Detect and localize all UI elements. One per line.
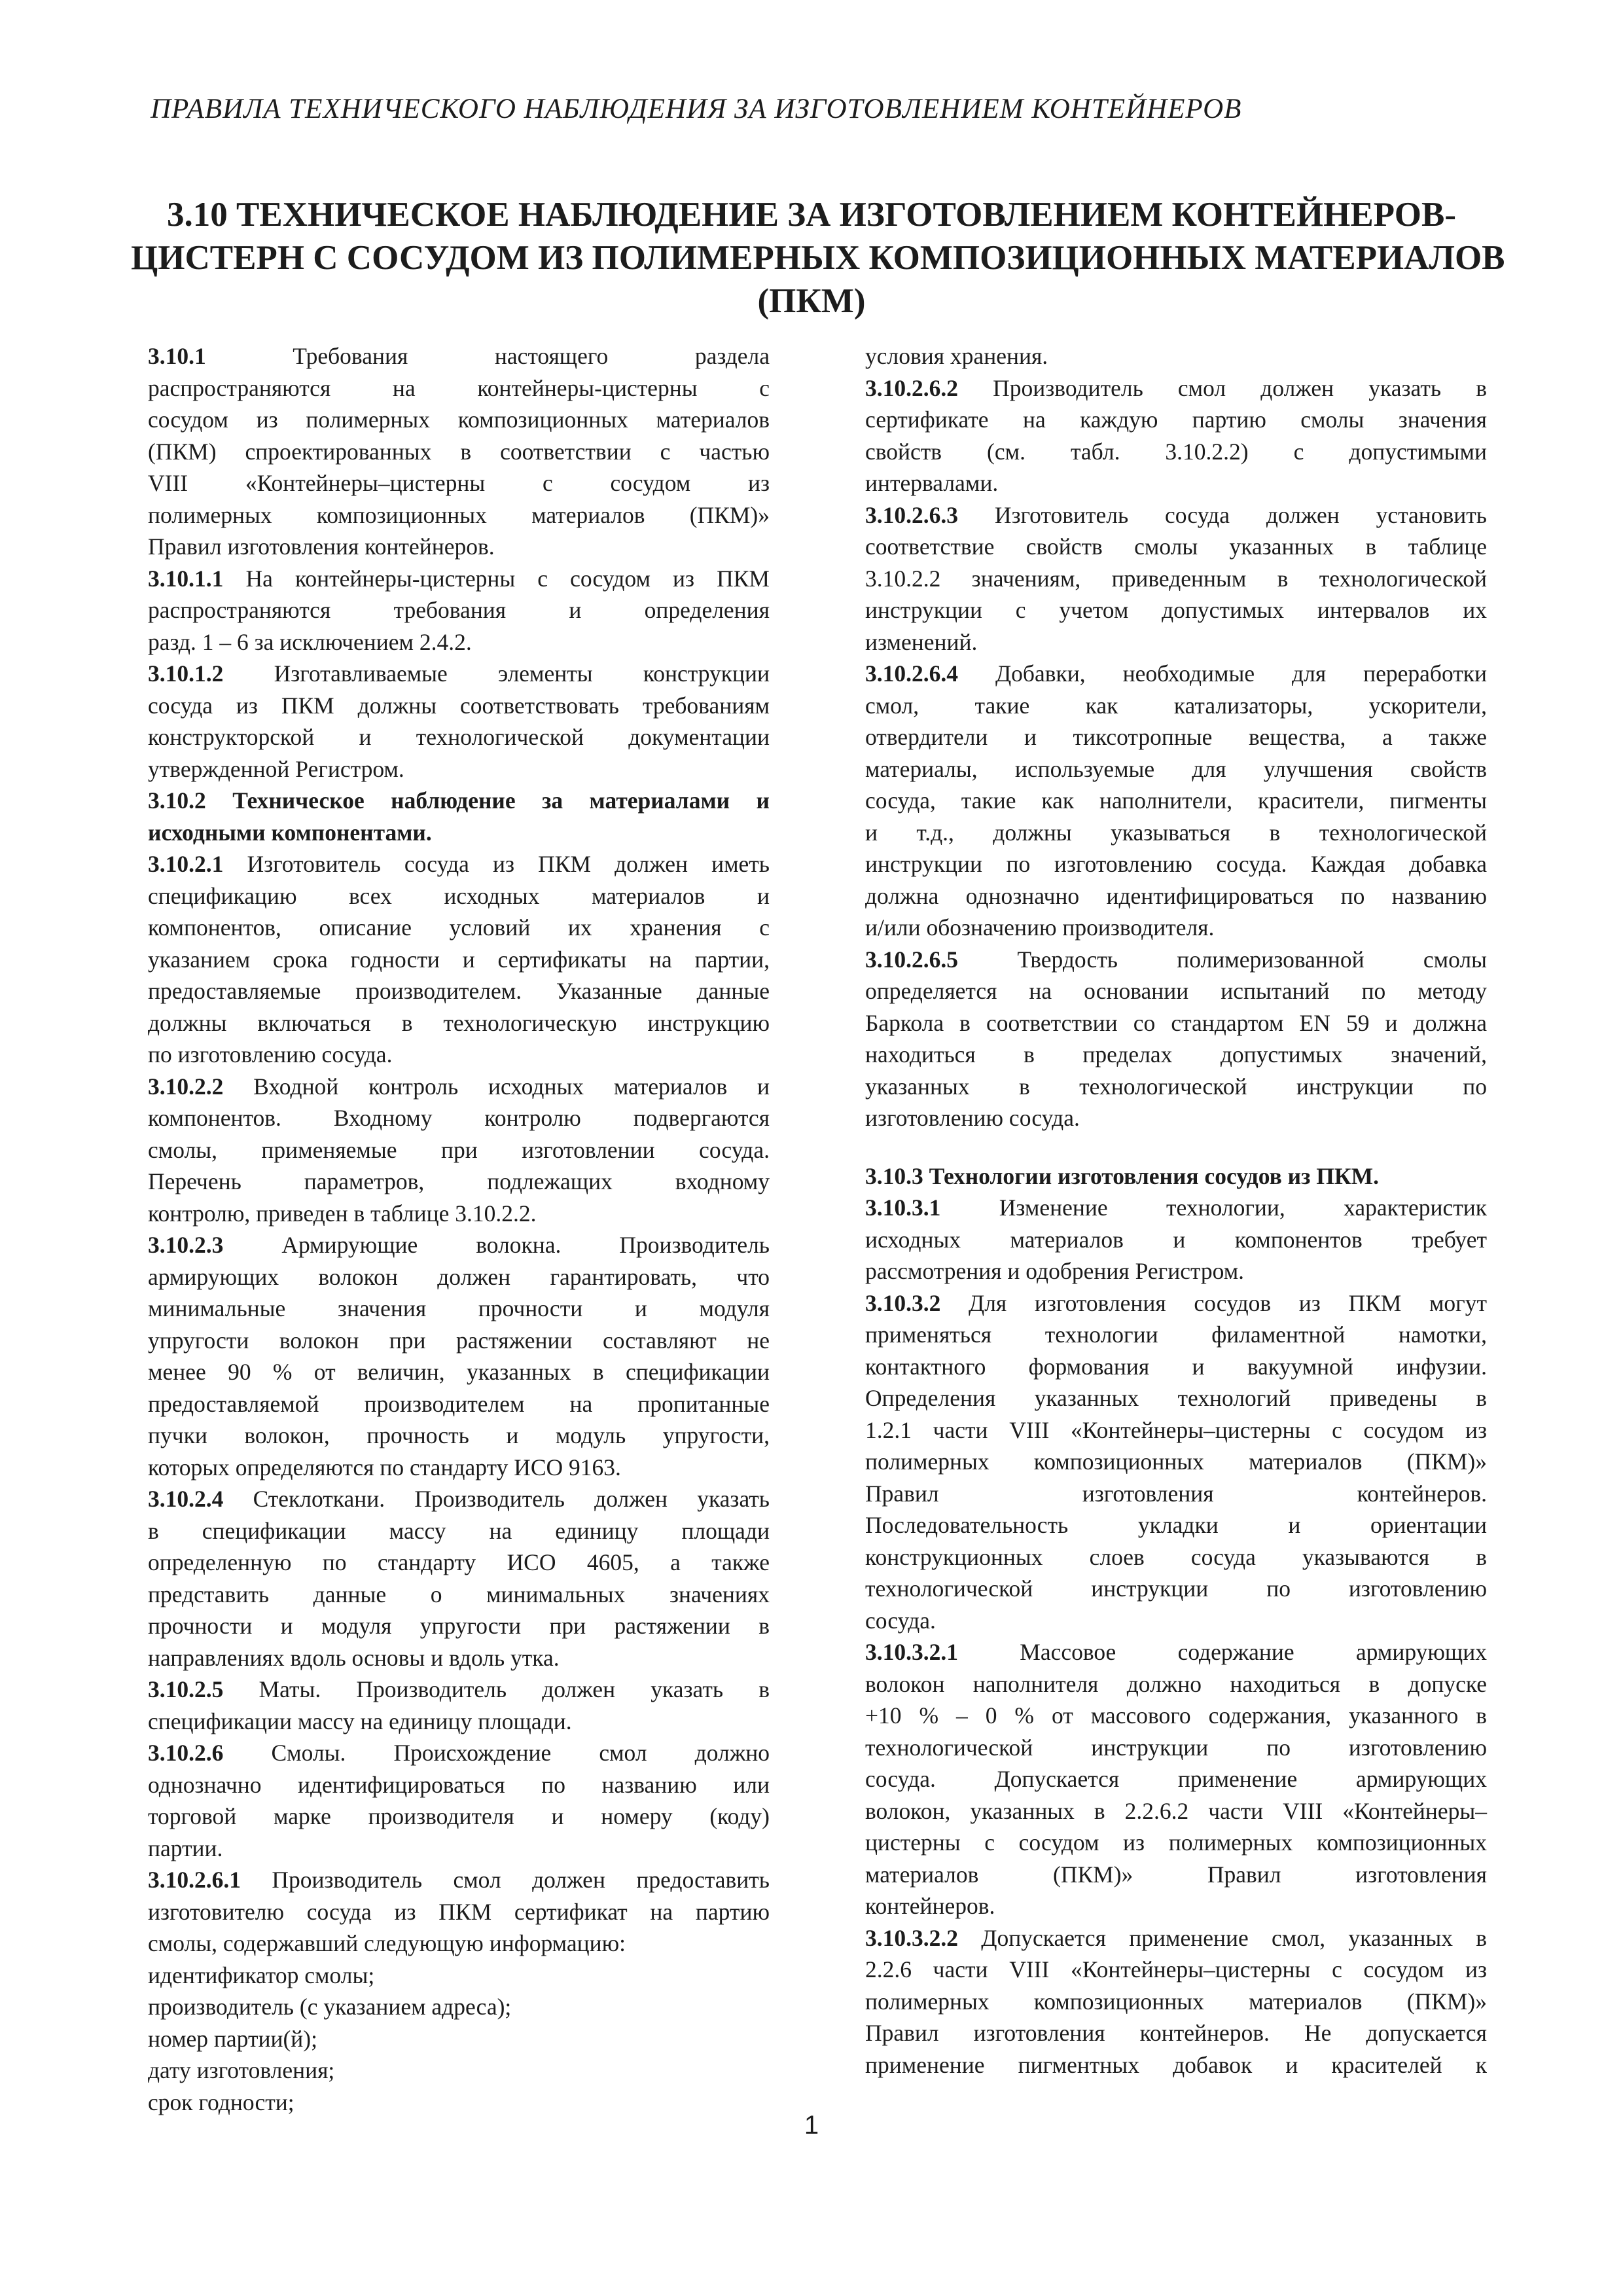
text-line bbox=[148, 436, 770, 468]
text-line bbox=[865, 1287, 1487, 1319]
clause-number: 3.10.2.6.5 bbox=[865, 946, 958, 973]
text-line bbox=[865, 340, 1487, 372]
clause-text: технологической инструкции по изготовлению bbox=[865, 1575, 1487, 1602]
clause-text: инструкции с учетом допустимых интервалов их bbox=[865, 597, 1487, 623]
clause-text: Определения указанных технологий приведены в bbox=[865, 1385, 1487, 1411]
text-line bbox=[865, 531, 1487, 563]
clause-text: Маты. Производитель должен указать в bbox=[223, 1676, 770, 1702]
clause-text: сосуда, такие как наполнители, красители, пигменты bbox=[865, 787, 1487, 814]
text-line bbox=[148, 1134, 770, 1166]
clause-text: рассмотрения и одобрения Регистром. bbox=[865, 1258, 1245, 1284]
text-line bbox=[148, 1007, 770, 1039]
clause-text: Твердость полимеризованной смолы bbox=[958, 946, 1487, 973]
clause-text: направлениях вдоль основы и вдоль утка. bbox=[148, 1644, 560, 1671]
clause-number: 3.10.2.6.3 bbox=[865, 501, 958, 528]
text-line bbox=[148, 1356, 770, 1388]
clause-text: должны включаться в технологическую инструкцию bbox=[148, 1009, 770, 1036]
clause-text: отвердители и тиксотропные вещества, а также bbox=[865, 724, 1487, 750]
clause-text: определенную по стандарту ИСО 4605, а также bbox=[148, 1549, 770, 1575]
clause-text: контролю, приведен в таблице 3.10.2.2. bbox=[148, 1200, 537, 1227]
clause-text: упругости волокон при растяжении составляют не bbox=[148, 1327, 770, 1354]
clause-text: На контейнеры-цистерны с сосудом из ПКМ bbox=[223, 565, 770, 592]
clause-number: 3.10.2.5 bbox=[148, 1676, 224, 1702]
clause-text: волокон наполнителя должно находиться в допуске bbox=[865, 1670, 1487, 1697]
text-line bbox=[865, 1890, 1487, 1922]
section-title-line-1: 3.10 ТЕХНИЧЕСКОЕ НАБЛЮДЕНИЕ ЗА ИЗГОТОВЛЕНИЕМ КОНТЕЙНЕРОВ- bbox=[167, 196, 1456, 234]
clause-text: и т.д., должны указываться в технологической bbox=[865, 819, 1487, 846]
text-line bbox=[148, 1452, 770, 1484]
subsection-heading: исходными компонентами. bbox=[148, 819, 432, 846]
clause-text: номер партии(й); bbox=[148, 2025, 317, 2052]
clause-text: Правил изготовления контейнеров. bbox=[865, 1480, 1487, 1507]
clause-text: контейнеров. bbox=[865, 1893, 995, 1919]
clause-text: Изготавливаемые элементы конструкции bbox=[223, 660, 770, 687]
text-line bbox=[865, 594, 1487, 626]
clause-text: Правил изготовления контейнеров. bbox=[148, 533, 495, 560]
text-line bbox=[148, 912, 770, 944]
clause-text: Производитель смол должен указать в bbox=[958, 374, 1487, 401]
clause-text: сосуда. bbox=[865, 1607, 936, 1634]
text-line bbox=[148, 531, 770, 563]
clause-text: указанных в технологической инструкции по bbox=[865, 1073, 1487, 1100]
clause-number: 3.10.1.2 bbox=[148, 660, 224, 687]
clause-text: изготовителю сосуда из ПКМ сертификат на партию bbox=[148, 1898, 770, 1925]
clause-text: Смолы. Происхождение смол должно bbox=[223, 1740, 770, 1766]
text-line bbox=[865, 626, 1487, 658]
clause-number: 3.10.2.6.4 bbox=[865, 660, 958, 687]
text-line bbox=[148, 1483, 770, 1515]
clause-number: 3.10.2.4 bbox=[148, 1486, 224, 1512]
clause-number: 3.10.1 bbox=[148, 343, 206, 369]
clause-text: Для изготовления сосудов из ПКМ могут bbox=[940, 1289, 1487, 1316]
clause-text: +10 % – 0 % от массового содержания, указанного в bbox=[865, 1702, 1487, 1729]
text-line bbox=[865, 1414, 1487, 1446]
clause-number: 3.10.3.2 bbox=[865, 1289, 941, 1316]
text-line bbox=[865, 753, 1487, 785]
clause-text: предоставляемой производителем на пропитанные bbox=[148, 1390, 770, 1417]
text-line bbox=[148, 1674, 770, 1706]
text-line bbox=[148, 1229, 770, 1261]
text-line bbox=[148, 1071, 770, 1103]
clause-text: конструкторской и технологической документации bbox=[148, 724, 770, 750]
text-line bbox=[865, 1071, 1487, 1103]
text-line bbox=[865, 785, 1487, 817]
text-line bbox=[148, 499, 770, 531]
clause-text: свойств (см. табл. 3.10.2.2) с допустимыми bbox=[865, 438, 1487, 465]
clause-text: в спецификации массу на единицу площади bbox=[148, 1517, 770, 1544]
clause-text: должна однозначно идентифицироваться по названию bbox=[865, 882, 1487, 909]
clause-text: срок годности; bbox=[148, 2089, 294, 2115]
clause-text: технологической инструкции по изготовлению bbox=[865, 1734, 1487, 1761]
text-line bbox=[865, 2017, 1487, 2049]
text-line bbox=[865, 1007, 1487, 1039]
text-line bbox=[865, 944, 1487, 976]
clause-text: спецификацию всех исходных материалов и bbox=[148, 882, 770, 909]
clause-text: торговой марке производителя и номеру (коду) bbox=[148, 1803, 770, 1829]
text-line bbox=[865, 1446, 1487, 1478]
clause-text: сертификате на каждую партию смолы значения bbox=[865, 406, 1487, 433]
clause-text: Массовое содержание армирующих bbox=[958, 1639, 1487, 1665]
clause-text: VIII «Контейнеры–цистерны с сосудом из bbox=[148, 470, 770, 496]
clause-text: определяется на основании испытаний по методу bbox=[865, 978, 1487, 1004]
text-line bbox=[148, 404, 770, 436]
text-line bbox=[148, 1166, 770, 1198]
text-line bbox=[865, 1039, 1487, 1071]
clause-text: Стеклоткани. Производитель должен указать bbox=[223, 1486, 770, 1512]
clause-text: исходных материалов и компонентов требует bbox=[865, 1226, 1487, 1253]
text-line bbox=[148, 1388, 770, 1420]
clause-text: производитель (с указанием адреса); bbox=[148, 1994, 512, 2020]
text-line bbox=[865, 975, 1487, 1007]
clause-number: 3.10.3.1 bbox=[865, 1194, 941, 1221]
text-line bbox=[865, 1224, 1487, 1256]
clause-text: соответствие свойств смолы указанных в таблице bbox=[865, 533, 1487, 560]
text-line bbox=[865, 1859, 1487, 1891]
clause-text: представить данные о минимальных значениях bbox=[148, 1581, 770, 1607]
text-line bbox=[148, 690, 770, 722]
text-line bbox=[865, 1509, 1487, 1541]
text-line bbox=[865, 848, 1487, 880]
text-line bbox=[148, 1928, 770, 1960]
text-line bbox=[148, 594, 770, 626]
text-line bbox=[148, 1737, 770, 1769]
paragraph-gap bbox=[865, 1134, 1487, 1160]
clause-text: Требования настоящего раздела bbox=[205, 343, 770, 369]
clause-text: применение пигментных добавок и красителей к bbox=[865, 2051, 1487, 2078]
clause-text: идентификатор смолы; bbox=[148, 1962, 375, 1988]
clause-text: полимерных композиционных материалов (ПКМ)» bbox=[865, 1448, 1487, 1475]
text-line bbox=[865, 1700, 1487, 1732]
clause-text: предоставляемые производителем. Указанные данные bbox=[148, 978, 770, 1004]
clause-number: 3.10.2.6.1 bbox=[148, 1867, 241, 1893]
text-line bbox=[148, 372, 770, 404]
clause-text: Входной контроль исходных материалов и bbox=[223, 1073, 770, 1100]
text-line bbox=[148, 753, 770, 785]
text-line bbox=[865, 1795, 1487, 1827]
text-line bbox=[148, 1801, 770, 1833]
right-text-column bbox=[865, 340, 1487, 2081]
text-line bbox=[865, 1986, 1487, 2018]
text-line bbox=[865, 1954, 1487, 1986]
clause-number: 3.10.2.6.2 bbox=[865, 374, 958, 401]
clause-text: Изготовитель сосуда должен установить bbox=[958, 501, 1487, 528]
clause-text: сосудом из полимерных композиционных материалов bbox=[148, 406, 770, 433]
left-text-column bbox=[148, 340, 770, 2118]
clause-text: Допускается применение смол, указанных в bbox=[958, 1924, 1487, 1951]
clause-text: находиться в пределах допустимых значений, bbox=[865, 1041, 1487, 1067]
text-line bbox=[148, 1293, 770, 1325]
clause-text: однозначно идентифицироваться по названию или bbox=[148, 1771, 770, 1798]
text-line bbox=[865, 1541, 1487, 1573]
clause-text: изготовлению сосуда. bbox=[865, 1105, 1080, 1131]
clause-text: партии. bbox=[148, 1835, 223, 1861]
text-line bbox=[865, 817, 1487, 849]
text-line bbox=[148, 626, 770, 658]
clause-text: применяться технологии филаментной намотки, bbox=[865, 1321, 1487, 1348]
text-line bbox=[865, 880, 1487, 912]
clause-text: волокон, указанных в 2.2.6.2 части VIII «Контейнеры– bbox=[865, 1797, 1487, 1824]
clause-text: менее 90 % от величин, указанных в спецификации bbox=[148, 1359, 770, 1385]
clause-text: 3.10.2.2 значениям, приведенным в технологической bbox=[865, 565, 1487, 592]
text-line bbox=[148, 1547, 770, 1579]
clause-text: спецификации массу на единицу площади. bbox=[148, 1708, 572, 1734]
text-line bbox=[148, 1102, 770, 1134]
clause-text: Последовательность укладки и ориентации bbox=[865, 1512, 1487, 1538]
clause-number: 3.10.2.1 bbox=[148, 851, 224, 877]
clause-number: 3.10.1.1 bbox=[148, 565, 224, 592]
text-line bbox=[865, 1255, 1487, 1287]
text-line bbox=[865, 690, 1487, 722]
text-line bbox=[148, 467, 770, 499]
section-title-line-2: ЦИСТЕРН С СОСУДОМ ИЗ ПОЛИМЕРНЫХ КОМПОЗИЦИОННЫХ МАТЕРИАЛОВ bbox=[131, 239, 1505, 277]
clause-text: разд. 1 – 6 за исключением 2.4.2. bbox=[148, 628, 472, 655]
clause-text: Производитель смол должен предоставить bbox=[241, 1867, 770, 1893]
clause-text: Изготовитель сосуда из ПКМ должен иметь bbox=[223, 851, 770, 877]
text-line bbox=[148, 1991, 770, 2023]
clause-text: 2.2.6 части VIII «Контейнеры–цистерны с сосудом из bbox=[865, 1956, 1487, 1982]
text-line bbox=[865, 563, 1487, 595]
clause-number: 3.10.2.6 bbox=[148, 1740, 224, 1766]
text-line bbox=[148, 563, 770, 595]
text-line bbox=[148, 1960, 770, 1992]
clause-text: и/или обозначению производителя. bbox=[865, 914, 1215, 941]
text-line bbox=[865, 2049, 1487, 2081]
clause-text: Армирующие волокна. Производитель bbox=[223, 1232, 770, 1258]
text-line bbox=[865, 1382, 1487, 1414]
text-line bbox=[148, 721, 770, 753]
clause-text: контактного формования и вакуумной инфузии. bbox=[865, 1353, 1487, 1380]
clause-text: указанием срока годности и сертификаты на партии, bbox=[148, 946, 770, 973]
text-line bbox=[865, 1351, 1487, 1383]
clause-number: 3.10.3.2.2 bbox=[865, 1924, 958, 1951]
clause-text: Баркола в соответствии со стандартом EN 59 и должна bbox=[865, 1009, 1487, 1036]
clause-text: утвержденной Регистром. bbox=[148, 755, 404, 782]
text-line bbox=[865, 1478, 1487, 1510]
text-line bbox=[148, 848, 770, 880]
clause-text: Добавки, необходимые для переработки bbox=[958, 660, 1487, 687]
text-line bbox=[148, 2023, 770, 2055]
text-line bbox=[148, 1325, 770, 1357]
text-line bbox=[148, 1261, 770, 1293]
clause-text: сосуда. Допускается применение армирующих bbox=[865, 1766, 1487, 1792]
text-line bbox=[148, 1642, 770, 1674]
text-line bbox=[148, 944, 770, 976]
clause-text: компонентов. Входному контролю подвергаются bbox=[148, 1105, 770, 1131]
clause-text: смол, такие как катализаторы, ускорители, bbox=[865, 692, 1487, 719]
text-line bbox=[865, 404, 1487, 436]
text-line bbox=[148, 1579, 770, 1611]
text-line bbox=[865, 1160, 1487, 1193]
clause-text: конструкционных слоев сосуда указываются в bbox=[865, 1543, 1487, 1570]
text-line bbox=[865, 467, 1487, 499]
clause-text: материалов (ПКМ)» Правил изготовления bbox=[865, 1861, 1487, 1888]
text-line bbox=[865, 1605, 1487, 1637]
clause-text: 1.2.1 части VIII «Контейнеры–цистерны с сосудом из bbox=[865, 1416, 1487, 1443]
text-line bbox=[865, 1319, 1487, 1351]
text-line bbox=[148, 1769, 770, 1801]
text-line bbox=[865, 1732, 1487, 1764]
text-line bbox=[865, 1827, 1487, 1859]
section-title bbox=[131, 193, 1505, 323]
text-line bbox=[148, 1706, 770, 1738]
text-line bbox=[148, 880, 770, 912]
text-line bbox=[865, 372, 1487, 404]
text-line bbox=[865, 1763, 1487, 1795]
text-line bbox=[148, 1420, 770, 1452]
clause-text: изменений. bbox=[865, 628, 978, 655]
text-line bbox=[148, 340, 770, 372]
text-line bbox=[148, 658, 770, 690]
text-line bbox=[148, 1039, 770, 1071]
text-line bbox=[865, 436, 1487, 468]
clause-text: дату изготовления; bbox=[148, 2057, 335, 2083]
text-line bbox=[148, 2054, 770, 2087]
clause-text: условия хранения. bbox=[865, 343, 1048, 369]
clause-text: распространяются на контейнеры-цистерны с bbox=[148, 374, 770, 401]
text-line bbox=[148, 1833, 770, 1865]
text-line bbox=[865, 912, 1487, 944]
text-line bbox=[148, 785, 770, 817]
text-line bbox=[865, 658, 1487, 690]
clause-text: Изменение технологии, характеристик bbox=[940, 1194, 1487, 1221]
clause-number: 3.10.2.2 bbox=[148, 1073, 224, 1100]
running-header: ПРАВИЛА ТЕХНИЧЕСКОГО НАБЛЮДЕНИЯ ЗА ИЗГОТОВЛЕНИЕМ КОНТЕЙНЕРОВ bbox=[151, 94, 1242, 124]
clause-text: цистерны с сосудом из полимерных композиционных bbox=[865, 1829, 1487, 1856]
clause-text: (ПКМ) спроектированных в соответствии с частью bbox=[148, 438, 770, 465]
text-line bbox=[148, 975, 770, 1007]
clause-text: которых определяются по стандарту ИСО 9163. bbox=[148, 1454, 621, 1480]
text-line bbox=[865, 1192, 1487, 1224]
page-number: 1 bbox=[804, 2111, 819, 2140]
clause-text: интервалами. bbox=[865, 470, 999, 496]
clause-text: пучки волокон, прочность и модуль упругости, bbox=[148, 1422, 770, 1448]
text-line bbox=[865, 1636, 1487, 1668]
clause-text: прочности и модуля упругости при растяжении в bbox=[148, 1613, 770, 1639]
text-line bbox=[148, 1896, 770, 1928]
text-line bbox=[865, 721, 1487, 753]
clause-number: 3.10.3.2.1 bbox=[865, 1639, 958, 1665]
text-line bbox=[148, 817, 770, 849]
subsection-heading: 3.10.2 Техническое наблюдение за материалами и bbox=[148, 787, 770, 814]
clause-text: минимальные значения прочности и модуля bbox=[148, 1295, 770, 1321]
clause-text: распространяются требования и определения bbox=[148, 597, 770, 623]
subsection-heading: 3.10.3 Технологии изготовления сосудов из ПКМ. bbox=[865, 1162, 1380, 1189]
clause-text: полимерных композиционных материалов (ПКМ)» bbox=[148, 501, 770, 528]
section-title-line-3: (ПКМ) bbox=[757, 282, 866, 320]
clause-text: Правил изготовления контейнеров. Не допускается bbox=[865, 2020, 1487, 2046]
text-line bbox=[865, 1573, 1487, 1605]
clause-text: смолы, содержавший следующую информацию: bbox=[148, 1930, 626, 1956]
text-line bbox=[865, 1102, 1487, 1134]
clause-text: смолы, применяемые при изготовлении сосуда. bbox=[148, 1136, 770, 1163]
text-line bbox=[148, 1515, 770, 1547]
clause-text: сосуда из ПКМ должны соответствовать требованиям bbox=[148, 692, 770, 719]
clause-number: 3.10.2.3 bbox=[148, 1232, 224, 1258]
text-line bbox=[148, 1610, 770, 1642]
clause-text: компонентов, описание условий их хранения с bbox=[148, 914, 770, 941]
text-line bbox=[865, 499, 1487, 531]
clause-text: материалы, используемые для улучшения свойств bbox=[865, 755, 1487, 782]
text-line bbox=[865, 1668, 1487, 1700]
text-line bbox=[865, 1922, 1487, 1954]
clause-text: по изготовлению сосуда. bbox=[148, 1041, 393, 1067]
clause-text: Перечень параметров, подлежащих входному bbox=[148, 1168, 770, 1194]
text-line bbox=[148, 1864, 770, 1896]
text-line bbox=[148, 1198, 770, 1230]
clause-text: инструкции по изготовлению сосуда. Каждая добавка bbox=[865, 851, 1487, 877]
clause-text: армирующих волокон должен гарантировать, что bbox=[148, 1263, 770, 1290]
clause-text: полимерных композиционных материалов (ПКМ)» bbox=[865, 1988, 1487, 2015]
